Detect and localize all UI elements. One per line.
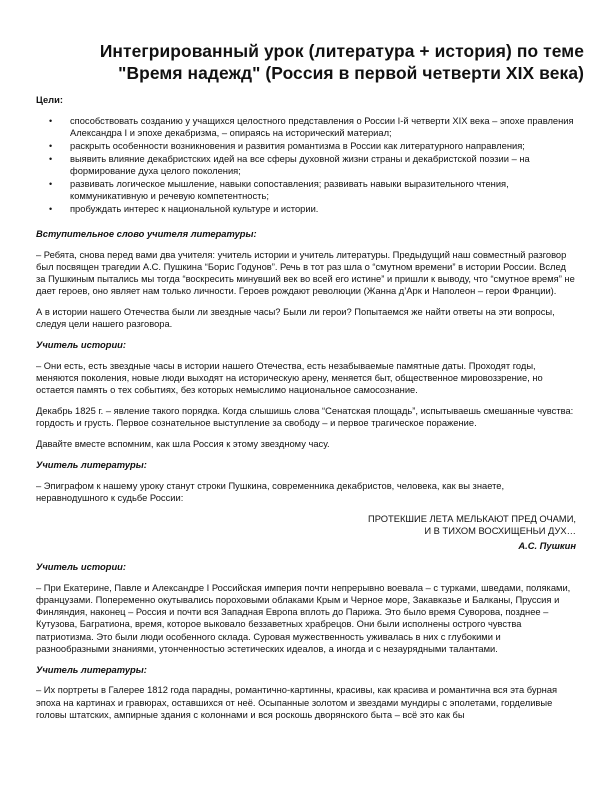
- goal-item: [36, 115, 576, 140]
- bullet-icon: •: [49, 153, 53, 164]
- document-title: [20, 40, 584, 84]
- bullet-icon: •: [49, 140, 53, 151]
- epigraph-line-1: ПРОТЕКШИЕ ЛЕТА МЕЛЬКАЮТ ПРЕД ОЧАМИ,: [368, 513, 576, 524]
- section-heading: Учитель истории:: [36, 561, 126, 572]
- goal-text: выявить влияние декабристских идей на все сферы духовной жизни страны и декабристской поэзии – на формирование духа целого поколения;: [70, 153, 530, 176]
- section-heading: Учитель истории:: [36, 340, 126, 350]
- section-heading: Учитель литературы:: [36, 459, 147, 470]
- title-line-2: "Время надежд" (Россия в первой четверти XIX века): [118, 63, 584, 83]
- paragraph: Декабрь 1825 г. – явление такого порядка. Когда слышишь слова “Сенатская площадь”, испытываешь смешанные чувства: гордость и грусть. Первое сознательное выступление за свободу – и первое трагическое поражение.: [36, 406, 574, 429]
- goals-list: [36, 115, 576, 215]
- goal-text: развивать логическое мышление, навыки сопоставления; развивать навыки выразительного чтения, коммуникативную и речевую компетентность;: [70, 178, 509, 201]
- document-body: [36, 94, 576, 730]
- paragraph: А в истории нашего Отечества были ли звездные часы? Были ли герои? Попытаемся же найти ответы на эти вопросы, следуя цели нашего разговора.: [36, 307, 555, 330]
- epigraph-author: А.С. Пушкин: [518, 541, 576, 551]
- bullet-icon: •: [49, 178, 53, 189]
- goal-text: раскрыть особенности возникновения и развития романтизма в России как литературного направления;: [70, 140, 525, 151]
- bullet-icon: •: [49, 203, 53, 214]
- goal-item: [36, 153, 576, 178]
- paragraph: – Их портреты в Галерее 1812 года парадны, романтично-картинны, красивы, как красива и романтична вся эта бурная эпоха на картинах и гравюрах, оставшихся от неё. Осыпанные золотом и звездами мундиры с эполетами, горделивые головы штатских, ампирные здания с колоннами и вся роскошь дворянского быта – всё это как бы: [36, 685, 558, 720]
- paragraph: – Они есть, есть звездные часы в истории нашего Отечества, есть незабываемые памятные даты. Проходят годы, меняются поколения, новые люди выходят на историческую арену, меняется быт, общественное мировоззрение, но остается память о тех событиях, без которых немыслимо национальное самосознание.: [36, 360, 543, 396]
- section-heading: Вступительное слово учителя литературы:: [36, 228, 257, 239]
- paragraph: – Ребята, снова перед вами два учителя: учитель истории и учитель литературы. Предыдущий наш совместный разговор был посвящен трагедии А.С. Пушкина “Борис Годунов”. Речь в тот раз шла о “смутном времени” в истории России. Вслед за Пушкиным пытались мы тогда “воскресить минувший век во всей его истине” и пришли к выводу, что “смутное время” не дает героев, оно являет нам только личности. Героев рождают революции (Жанна д’Арк и Наполеон – герои Франции).: [36, 249, 575, 297]
- goal-text: пробуждать интерес к национальной культуре и истории.: [70, 203, 319, 214]
- goal-text: способствовать созданию у учащихся целостного представления о России I-й четверти XIX века – эпохе правления Александра I и эпохе декабризма, – опираясь на исторический материал;: [70, 115, 574, 138]
- epigraph: [36, 513, 576, 538]
- epigraph-line-2: И В ТИХОМ ВОСХИЩЕНЬИ ДУХ…: [424, 525, 576, 536]
- bullet-icon: •: [49, 115, 53, 126]
- title-line-1: Интегрированный урок (литература + история) по теме: [99, 41, 584, 61]
- goal-item: [36, 178, 576, 203]
- goal-item: [36, 203, 576, 215]
- goal-item: [36, 140, 576, 152]
- paragraph: Давайте вместе вспомним, как шла Россия к этому звездному часу.: [36, 439, 330, 449]
- paragraph: – При Екатерине, Павле и Александре I Российская империя почти непрерывно воевала – с турками, шведами, поляками, французами. Попеременно окутывались пороховыми облаками Крым и Черное море, Закавказье и Балканы, Пруссия и Финляндия, наконец – Россия и почти вся Западная Европа вплоть до Парижа. Это было время Суворова, позднее – Кутузова, Багратиона, время, которое выковало беззаветных храбрецов. Они были исполнены острого чувства патриотизма. Это были люди особенного склада. Суровая мужественность уживалась в них с глубокими и разнообразными знаниями, утонченностью эстетических идеалов, а иногда и с незаурядными талантами.: [36, 582, 571, 654]
- goals-label: Цели:: [36, 95, 63, 105]
- paragraph: – Эпиграфом к нашему уроку станут строки Пушкина, современника декабристов, человека, как вы знаете, неравнодушного к судьбе России:: [36, 480, 505, 503]
- section-heading: Учитель литературы:: [36, 664, 147, 675]
